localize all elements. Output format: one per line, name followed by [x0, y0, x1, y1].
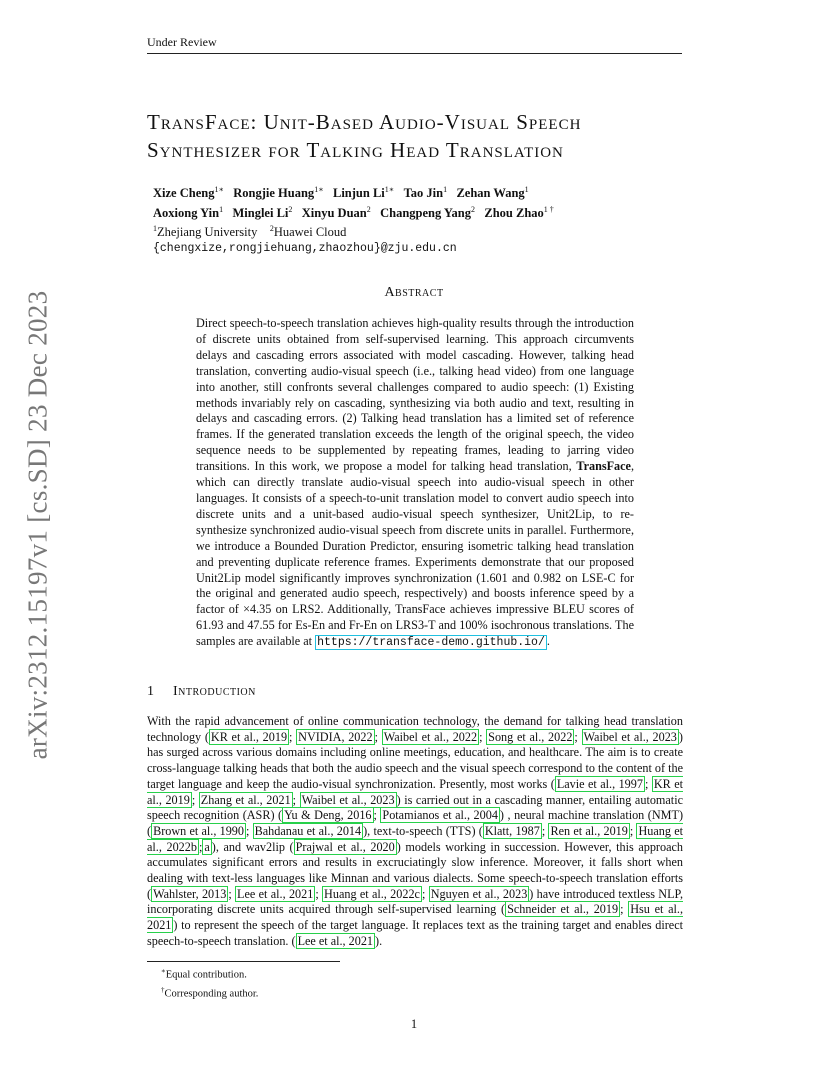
intro-text: With the rapid advancement of online communication technology, the demand for talking head translation technology (	[147, 714, 683, 744]
intro-text: ;	[479, 729, 487, 744]
citation-link[interactable]: a	[204, 839, 210, 854]
intro-text: ;	[644, 776, 652, 791]
intro-text: ).	[375, 933, 383, 948]
author-mark: 1∗	[384, 185, 395, 194]
author-name: Linjun Li	[333, 186, 385, 201]
section-number: 1	[147, 684, 155, 699]
citation-link[interactable]: Lee et al., 2021	[237, 886, 314, 901]
citation-link[interactable]: Waibel et al., 2022	[383, 729, 478, 744]
author-mark: 1 †	[543, 204, 554, 214]
intro-text: ) , neural machine translation (NMT) (	[147, 808, 683, 838]
citation-link[interactable]: Lee et al., 2021	[297, 933, 374, 948]
abstract-body	[196, 316, 634, 651]
intro-text: ) to represent the speech of the target language. It replaces text as the training target and enables direct speech-to-speech translation. (	[147, 918, 683, 948]
affiliation-1: Zhejiang University	[157, 225, 258, 240]
citation-link[interactable]: Prajwal et al., 2020	[295, 839, 395, 854]
footnotes	[161, 964, 258, 1002]
intro-text: ;	[292, 792, 300, 807]
author-mark: 1	[443, 185, 448, 194]
author-name: Xize Cheng	[153, 186, 215, 201]
intro-text: ;	[289, 729, 297, 744]
arxiv-sidebar	[8, 290, 68, 760]
intro-text: ), text-to-speech (TTS) (	[363, 823, 483, 838]
author-mark: 2	[288, 204, 293, 214]
intro-text: ;	[574, 729, 582, 744]
citation-link[interactable]: Bahdanau et al., 2014	[254, 823, 362, 838]
citation-link[interactable]: Klatt, 1987	[484, 823, 540, 838]
affiliation-mark: 1	[153, 224, 157, 234]
intro-text: ;	[246, 823, 253, 838]
citation-link[interactable]: Potamianos et al., 2004	[382, 808, 498, 823]
introduction-body	[147, 714, 683, 950]
intro-text: ;	[374, 729, 382, 744]
author-row-2	[153, 202, 713, 222]
author-name: Xinyu Duan	[301, 205, 367, 220]
footnote-mark: ∗	[161, 967, 166, 975]
citation-link[interactable]: KR et al., 2019	[147, 776, 683, 807]
citation-link[interactable]: Wahlster, 2013	[153, 886, 227, 901]
author-mark: 1	[524, 185, 529, 194]
citation-link[interactable]: Schneider et al., 2019	[507, 902, 619, 917]
intro-text: ) models working in succession. However, this approach accumulates significant errors and results in excruciatingly slow inference. Moreover, it falls short when dealing with text-less languages like Minnan and various dialects. Some speech-to-speech translation efforts (	[147, 839, 683, 901]
affiliations	[153, 221, 713, 241]
intro-text: ;	[198, 839, 203, 854]
author-mark: 2	[366, 204, 371, 214]
citation-link[interactable]: Zhang et al., 2021	[200, 792, 291, 807]
citation-link[interactable]: Nguyen et al., 2023	[430, 886, 528, 901]
footnote-divider	[147, 961, 340, 962]
footnote-mark: †	[161, 986, 165, 994]
intro-text: ) has surged across various domains including online meetings, education, and healthcare. The aim is to create cross-language talking heads that both the audio speech and the visual speech correspond to the content of the target language and keep the audio-visual synchronization. Presently, most works (	[147, 729, 683, 791]
author-block	[153, 182, 713, 257]
abstract-text: Direct speech-to-speech translation achieves high-quality results through the introduction of discrete units obtained from self-supervised learning. This approach circumvents delays and cascading errors associated with model cascading. However, talking head translation, converting audio-visual speech (i.e., talking head video) from one language into another, still confronts several challenges compared to audio speech: (1) Existing methods invariably rely on cascading, synthesizing via both audio and text, resulting in delays and cascading errors. (2) Talking head translation has a limited set of reference frames. If the generated translation exceeds the length of the original speech, the video sequence needs to be supplemented by repeating frames, leading to jarring video transitions. In this work, we propose a model for talking head translation,	[196, 316, 634, 474]
author-name: Zehan Wang	[456, 186, 525, 201]
author-mark: 2	[471, 204, 475, 214]
footnote-text: Corresponding author.	[164, 988, 259, 1000]
abstract-end: .	[546, 634, 550, 649]
affiliation-mark: 2	[269, 224, 274, 234]
author-mark: 1	[219, 204, 224, 214]
title-line-2: Synthesizer for Talking Head Translation	[147, 138, 564, 162]
citation-link[interactable]: Song et al., 2022	[488, 729, 573, 744]
author-email: {chengxize,rongjiehuang,zhaozhou}@zju.edu.cn	[153, 241, 457, 255]
section-title: Introduction	[173, 684, 256, 699]
intro-text: ;	[421, 886, 429, 901]
intro-text: ;	[228, 886, 236, 901]
author-name: Rongjie Huang	[233, 186, 315, 201]
intro-text: ;	[620, 902, 629, 917]
abstract-text: , which can directly translate audio-visual speech into audio-visual speech in other languages. It consists of a speech-to-unit translation model to convert audio speech into discrete units and a unit-based audio-visual speech synthesizer, Unit2Lip, to re-synthesize synchronized audio-visual speech from discrete units in parallel. Furthermore, we introduce a Bounded Duration Predictor, ensuring isometric talking head translation and preventing duplicate reference frames. Experiments demonstrate that our proposed Unit2Lip model significantly improves synchronization (1.601 and 0.982 on LSE-C for the original and generated audio speech, respectively) and boosts inference speed by a factor of ×4.35 on LRS2. Additionally, TransFace achieves impressive BLEU scores of 61.93 and 47.55 for Es-En and Fr-En on LRS3-T and 100% isochronous translations. The samples are available at	[196, 459, 634, 649]
footnote-text: Equal contribution.	[165, 969, 247, 981]
author-name: Changpeng Yang	[380, 205, 471, 220]
author-name: Minglei Li	[232, 205, 289, 220]
author-name: Zhou Zhao	[484, 205, 544, 220]
model-name: TransFace	[576, 459, 631, 474]
citation-link[interactable]: NVIDIA, 2022	[298, 729, 373, 744]
intro-text: ;	[315, 886, 323, 901]
intro-text: ) is carried out in a cascading manner, entailing automatic speech recognition (ASR) (	[147, 792, 683, 823]
citation-link[interactable]: Waibel et al., 2023	[583, 729, 677, 744]
intro-text: ;	[373, 808, 381, 823]
intro-text: ;	[541, 823, 549, 838]
citation-link[interactable]: Waibel et al., 2023	[301, 792, 395, 807]
intro-text: ;	[629, 823, 637, 838]
abstract-heading: Abstract	[384, 285, 444, 300]
demo-link[interactable]: https://transface-demo.github.io/	[317, 636, 545, 650]
citation-link[interactable]: Huang et al., 2022b	[147, 823, 684, 854]
citation-link[interactable]: Brown et al., 1990	[153, 823, 244, 838]
author-name: Tao Jin	[403, 186, 444, 201]
paper-title	[147, 108, 697, 164]
author-name: Aoxiong Yin	[153, 205, 220, 220]
title-line-1: TransFace: Unit-Based Audio-Visual Speech	[147, 110, 582, 134]
page-number: 1	[410, 1017, 418, 1031]
author-mark: 1∗	[214, 185, 224, 194]
section-heading	[147, 684, 256, 700]
citation-link[interactable]: Hsu et al., 2021	[147, 902, 683, 933]
running-head: Under Review	[147, 35, 682, 54]
footnote-1	[161, 964, 258, 983]
intro-text: ;	[191, 792, 199, 807]
citation-link[interactable]: Yu & Deng, 2016	[284, 808, 372, 823]
author-row-1	[153, 182, 713, 202]
citation-link[interactable]: KR et al., 2019	[210, 729, 288, 744]
citation-link[interactable]: Ren et al., 2019	[550, 823, 628, 838]
footnote-2	[161, 983, 258, 1002]
intro-text: ), and wav2lip (	[211, 839, 294, 854]
intro-text: ) have introduced textless NLP, incorporating discrete units acquired through self-supervised learning (	[147, 886, 684, 917]
affiliation-2: Huawei Cloud	[273, 225, 347, 240]
arxiv-id: arXiv:2312.15197v1 [cs.SD] 23 Dec 2023	[22, 290, 53, 760]
author-mark: 1∗	[314, 185, 324, 194]
citation-link[interactable]: Huang et al., 2022c	[324, 886, 420, 901]
citation-link[interactable]: Lavie et al., 1997	[556, 776, 643, 791]
